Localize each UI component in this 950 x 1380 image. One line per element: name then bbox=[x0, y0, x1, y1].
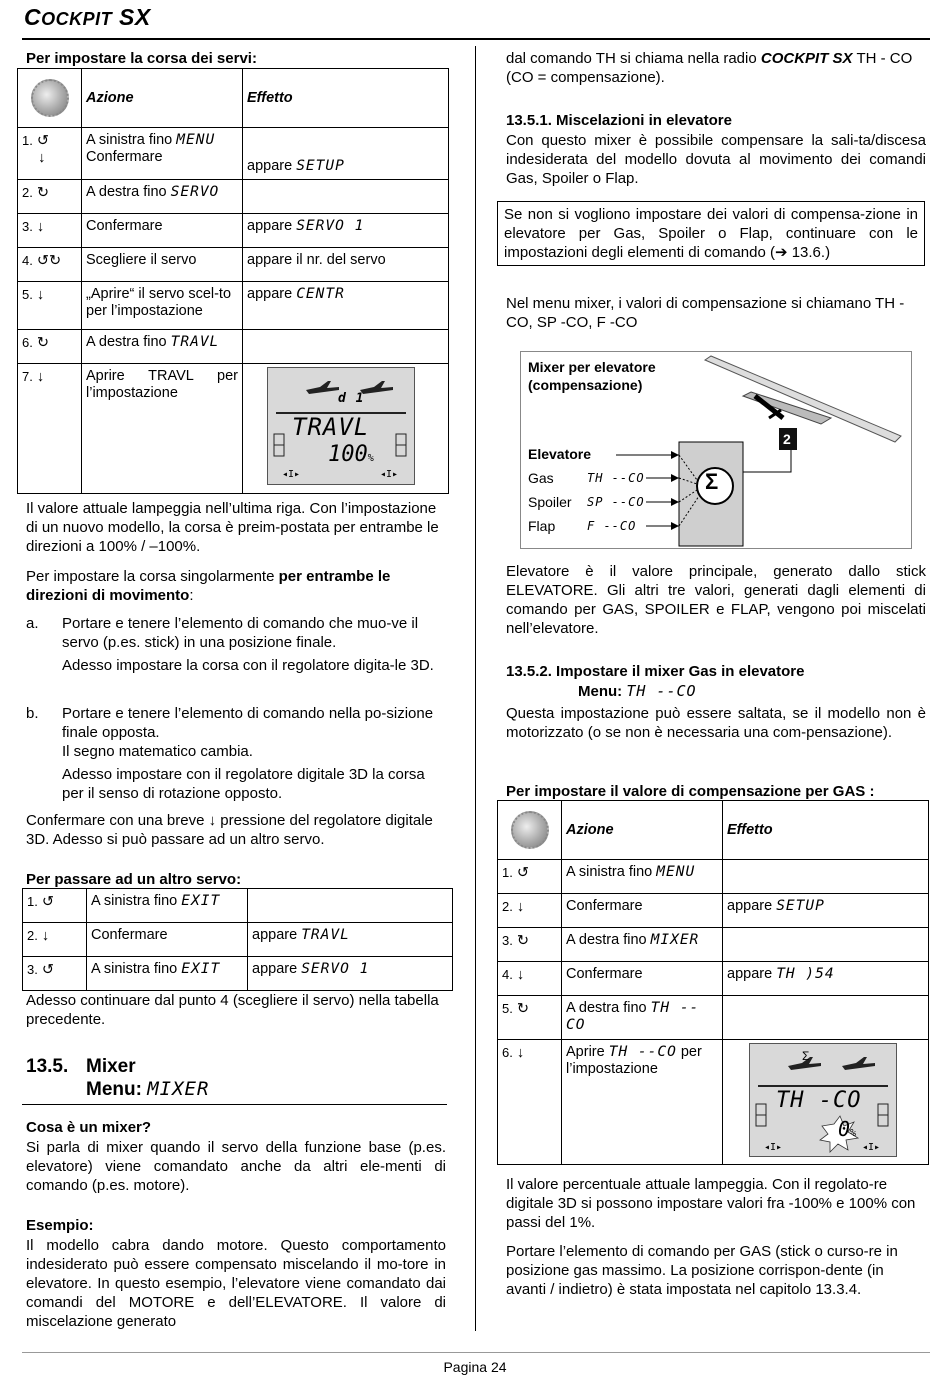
diagram-title bbox=[528, 358, 656, 394]
lcd-text: MIXER bbox=[147, 1078, 210, 1100]
press-icon: ↓ bbox=[516, 1045, 525, 1061]
lcd-text: TH --CO bbox=[608, 1044, 677, 1060]
action-text: A sinistra fino bbox=[86, 132, 177, 148]
lcd-text: F --CO bbox=[587, 519, 637, 533]
dial-knob-icon bbox=[31, 79, 69, 117]
row-number: 1. bbox=[502, 865, 513, 880]
press-icon: ↓ bbox=[36, 369, 45, 385]
what-mixer-heading: Cosa è un mixer? bbox=[26, 1119, 152, 1136]
rotate-right-icon: ↻ bbox=[516, 1001, 530, 1017]
lcd-text: TRAVL bbox=[170, 334, 220, 350]
row-number: 1. bbox=[27, 894, 38, 909]
step-a bbox=[26, 614, 446, 675]
effect-text: appare bbox=[727, 966, 777, 982]
effect-text: appare bbox=[247, 158, 297, 174]
action-text: Aprire TRAVL per l’impostazione bbox=[86, 368, 238, 401]
col-effect: Effetto bbox=[723, 801, 929, 860]
effect-text: appare bbox=[252, 961, 302, 977]
bold-text: per entrambe le direzioni di movimento bbox=[26, 568, 391, 604]
lcd-text: TH --CO bbox=[587, 471, 645, 485]
col-effect: Effetto bbox=[243, 69, 449, 128]
para-both-dirs bbox=[26, 567, 446, 605]
lcd-value bbox=[328, 443, 374, 471]
para-flash: Il valore percentuale attuale lampeggia. Con il regolato-re digitale 3D si possono impostare valori fra -100% e 100% con passi del 1%. bbox=[506, 1176, 916, 1231]
footer-rule bbox=[22, 1352, 930, 1353]
label-flap: Flap bbox=[528, 518, 556, 534]
action-text: A sinistra fino bbox=[566, 864, 657, 880]
table-row bbox=[18, 128, 449, 180]
lcd-text: TH )54 bbox=[776, 966, 835, 982]
lcd-value-unit: % bbox=[850, 1128, 857, 1139]
row-number: 4. bbox=[22, 253, 33, 268]
text: TH - CO (CO = compensazione). bbox=[506, 50, 913, 86]
label-elevatore: Elevatore bbox=[528, 446, 592, 462]
lcd-text: SETUP bbox=[296, 158, 345, 174]
para-th-co bbox=[506, 49, 926, 87]
action-text: Aprire bbox=[566, 1044, 609, 1060]
lcd-servo-label: d 1 bbox=[338, 391, 365, 406]
action-text: A sinistra fino bbox=[91, 961, 182, 977]
lcd-text: SERVO 1 bbox=[296, 218, 365, 234]
lcd-text: MIXER bbox=[650, 932, 700, 948]
s2-menu bbox=[578, 682, 918, 701]
action-text: Confermare bbox=[86, 149, 163, 165]
lcd-value-number: 0 bbox=[838, 1117, 851, 1141]
table-row bbox=[23, 957, 453, 991]
example-text: Il modello cabra dando motore. Questo comportamento indesiderato può essere compensato miscelando il mo-tore in elevatore. In questo esempio, l’elevatore viene comandato dai comandi del MOTORE e dell’ELEVATORE. Il valore di miscelazione generato bbox=[26, 1237, 446, 1330]
effect-text: appare bbox=[252, 927, 302, 943]
press-icon: ↓ bbox=[38, 150, 46, 166]
action-text: „Aprire“ il servo scel-to per l’impostazione bbox=[86, 286, 232, 319]
effect-text: appare bbox=[247, 286, 297, 302]
svg-text:◂I▸: ◂I▸ bbox=[282, 469, 301, 480]
rotate-right-icon: ↻ bbox=[36, 335, 50, 351]
table-row bbox=[498, 894, 929, 928]
lcd-text: MENU bbox=[176, 132, 216, 148]
table-row bbox=[498, 860, 929, 894]
row-number: 2. bbox=[22, 185, 33, 200]
action-text: A destra fino bbox=[566, 1000, 651, 1016]
lcd-text: SERVO bbox=[170, 184, 220, 200]
text: : bbox=[189, 587, 194, 604]
para-elevatore: Elevatore è il valore principale, generato dallo stick ELEVATORE. Gli altri tre valori, generati dagli elementi di comando per GAS, SPOILER e FLAP, vengono poi miscelati nell’elevatore. bbox=[506, 563, 926, 637]
rotate-right-icon: ↻ bbox=[36, 185, 50, 201]
action-text: Confermare bbox=[566, 966, 643, 982]
lcd-display-th-co bbox=[749, 1043, 897, 1157]
brand-text: COCKPIT SX bbox=[760, 50, 853, 67]
s2-heading: 13.5.2. Impostare il mixer Gas in elevatore bbox=[506, 663, 805, 680]
table-row bbox=[18, 214, 449, 248]
action-text: A sinistra fino bbox=[91, 893, 182, 909]
diagram-title-line: (compensazione) bbox=[528, 377, 643, 393]
action-text: Confermare bbox=[91, 927, 168, 943]
sigma-icon: Σ bbox=[705, 469, 719, 494]
servo-number-badge: 2 bbox=[783, 431, 791, 447]
gas-heading: Per impostare il valore di compensazione per GAS : bbox=[506, 783, 875, 800]
section-rule bbox=[22, 1104, 447, 1105]
other-servo-heading: Per passare ad un altro servo: bbox=[26, 871, 242, 888]
table-row bbox=[18, 364, 449, 494]
row-number: 2. bbox=[502, 899, 513, 914]
diagram-title-line: Mixer per elevatore bbox=[528, 359, 656, 375]
action-text: A destra fino bbox=[86, 184, 171, 200]
lcd-main-text: TH -CO bbox=[776, 1088, 862, 1113]
gas-table bbox=[497, 800, 929, 1165]
step-b bbox=[26, 704, 446, 803]
press-icon: ↓ bbox=[36, 219, 45, 235]
other-servo-table bbox=[22, 888, 453, 991]
page-number: Pagina 24 bbox=[443, 1359, 507, 1375]
section-number: 13.5. bbox=[26, 1056, 69, 1077]
para-confirm: Confermare con una breve ↓ pressione del regolatore digitale 3D. Adesso si può passare ad un altro servo. bbox=[26, 812, 433, 848]
svg-text:◂I▸: ◂I▸ bbox=[380, 469, 399, 480]
action-text: Confermare bbox=[566, 898, 643, 914]
row-number: 5. bbox=[22, 287, 33, 302]
lcd-display-travl bbox=[267, 367, 415, 485]
row-number: 2. bbox=[27, 928, 38, 943]
table-row bbox=[18, 282, 449, 330]
mixer-diagram bbox=[520, 351, 912, 549]
row-number: 6. bbox=[502, 1045, 513, 1060]
lcd-sigma-label: Σ bbox=[802, 1049, 810, 1063]
para-names: Nel menu mixer, i valori di compensazione si chiamano TH -CO, SP -CO, F -CO bbox=[506, 295, 905, 331]
row-number: 5. bbox=[502, 1001, 513, 1016]
note-box: Se non si vogliono impostare dei valori di compensa-zione in elevatore per Gas, Spoiler o Flap, continuare con le impostazioni degli elementi di comando (➔ 13.6.) bbox=[497, 201, 925, 266]
action-text: A destra fino bbox=[566, 932, 651, 948]
header-rule bbox=[22, 38, 930, 40]
rotate-both-icon: ↺↻ bbox=[36, 253, 62, 269]
action-text: A destra fino bbox=[86, 334, 171, 350]
table-row bbox=[23, 889, 453, 923]
action-text: Confermare bbox=[86, 218, 163, 234]
row-number: 6. bbox=[22, 335, 33, 350]
effect-text: appare bbox=[247, 218, 297, 234]
label-gas: Gas bbox=[528, 470, 554, 486]
lcd-value bbox=[838, 1118, 856, 1145]
press-icon: ↓ bbox=[516, 967, 525, 983]
lcd-text: SETUP bbox=[776, 898, 825, 914]
step-text: Portare e tenere l’elemento di comando nella po-sizione finale opposta. bbox=[62, 705, 434, 741]
col-action: Azione bbox=[82, 69, 243, 128]
col-action: Azione bbox=[562, 801, 723, 860]
section-title: Mixer bbox=[86, 1056, 136, 1077]
step-label: b. bbox=[26, 705, 39, 722]
s1-heading: 13.5.1. Miscelazioni in elevatore bbox=[506, 112, 732, 129]
rotate-right-icon: ↻ bbox=[516, 933, 530, 949]
para-current-value: Il valore attuale lampeggia nell’ultima riga. Con l’impostazione di un nuovo modello, la corsa è preim-postata per entrambe le direzioni a 100% / –100%. bbox=[26, 500, 439, 555]
para-final: Portare l’elemento di comando per GAS (stick o curso-re in posizione gas massimo. La posizione corrispon-dente (in avanti / indietro) è stata impostata nel capitolo 13.3.4. bbox=[506, 1243, 898, 1298]
step-text: Il segno matematico cambia. bbox=[62, 743, 253, 760]
lcd-text: EXIT bbox=[181, 961, 221, 977]
para-continue: Adesso continuare dal punto 4 (scegliere il servo) nella tabella precedente. bbox=[26, 992, 439, 1028]
rotate-left-icon: ↺ bbox=[516, 865, 530, 881]
effect-text: appare bbox=[727, 898, 777, 914]
title-cap: C bbox=[24, 4, 42, 30]
step-text: Adesso impostare la corsa con il regolatore digita-le 3D. bbox=[62, 657, 434, 674]
servo-heading: Per impostare la corsa dei servi: bbox=[26, 50, 257, 67]
rotate-left-icon: ↺ bbox=[41, 962, 55, 978]
step-text: Adesso impostare con il regolatore digitale 3D la corsa per il senso di rotazione opposto. bbox=[62, 766, 425, 802]
title-small: OCKPIT bbox=[41, 9, 113, 29]
press-icon: ↓ bbox=[36, 287, 45, 303]
step-label: a. bbox=[26, 615, 39, 632]
servo-table bbox=[17, 68, 449, 494]
svg-text:◂I▸: ◂I▸ bbox=[764, 1142, 783, 1153]
menu-label: Menu: bbox=[578, 683, 627, 700]
lcd-main-text: TRAVL bbox=[292, 413, 370, 441]
title-rest: SX bbox=[112, 4, 151, 30]
lcd-text: EXIT bbox=[181, 893, 221, 909]
rotate-left-icon: ↺ bbox=[41, 894, 55, 910]
table-row bbox=[18, 248, 449, 282]
lcd-text: TH --CO bbox=[626, 682, 697, 700]
lcd-text: MENU bbox=[656, 864, 696, 880]
lcd-value-unit: % bbox=[367, 453, 374, 464]
row-number: 7. bbox=[22, 369, 33, 384]
column-divider bbox=[475, 46, 476, 1331]
lcd-text: TH --CO bbox=[566, 1000, 700, 1033]
lcd-text: SERVO 1 bbox=[301, 961, 370, 977]
lcd-value-number: 100 bbox=[328, 442, 368, 467]
example-heading: Esempio: bbox=[26, 1217, 94, 1234]
svg-text:◂I▸: ◂I▸ bbox=[862, 1142, 881, 1153]
table-row bbox=[23, 923, 453, 957]
action-text: Scegliere il servo bbox=[86, 252, 197, 268]
lcd-text: CENTR bbox=[296, 286, 345, 302]
s1-text: Con questo mixer è possibile compensare la sali-ta/discesa indesiderata del modello dovuta al movimento dei comandi Gas, Spoiler o Flap. bbox=[506, 132, 926, 187]
text: Per impostare la corsa singolarmente bbox=[26, 568, 279, 585]
text: dal comando TH si chiama nella radio bbox=[506, 50, 761, 67]
table-row bbox=[18, 180, 449, 214]
rotate-left-icon: ↺ bbox=[36, 133, 50, 149]
lcd-text: TRAVL bbox=[301, 927, 350, 943]
table-row bbox=[498, 1040, 929, 1165]
press-icon: ↓ bbox=[516, 899, 525, 915]
table-row bbox=[18, 330, 449, 364]
row-number: 3. bbox=[502, 933, 513, 948]
table-row bbox=[498, 996, 929, 1040]
what-mixer-text: Si parla di mixer quando il servo della funzione base (p.es. elevatore) viene comandato anche da altri ele-menti di comando (p.es. motore). bbox=[26, 1139, 446, 1194]
row-number: 4. bbox=[502, 967, 513, 982]
s2-text: Questa impostazione può essere saltata, se il modello non è motorizzato (o se non è necessaria una com-pensazione). bbox=[506, 705, 926, 741]
effect-text: appare il nr. del servo bbox=[247, 252, 386, 268]
page-header bbox=[24, 4, 151, 30]
row-number: 3. bbox=[22, 219, 33, 234]
press-icon: ↓ bbox=[41, 928, 50, 944]
label-spoiler: Spoiler bbox=[528, 494, 572, 510]
dial-knob-icon bbox=[511, 811, 549, 849]
section-menu-label: Menu: bbox=[86, 1079, 148, 1100]
table-row bbox=[498, 928, 929, 962]
section-mixer-title bbox=[26, 1055, 446, 1101]
row-number: 3. bbox=[27, 962, 38, 977]
step-text: Portare e tenere l’elemento di comando che muo-ve il servo (p.es. stick) in una posizione finale. bbox=[62, 615, 419, 651]
lcd-text: SP --CO bbox=[587, 495, 645, 509]
action-text: per l’impostazione bbox=[566, 1044, 702, 1077]
table-row bbox=[498, 962, 929, 996]
row-number: 1. bbox=[22, 133, 33, 148]
